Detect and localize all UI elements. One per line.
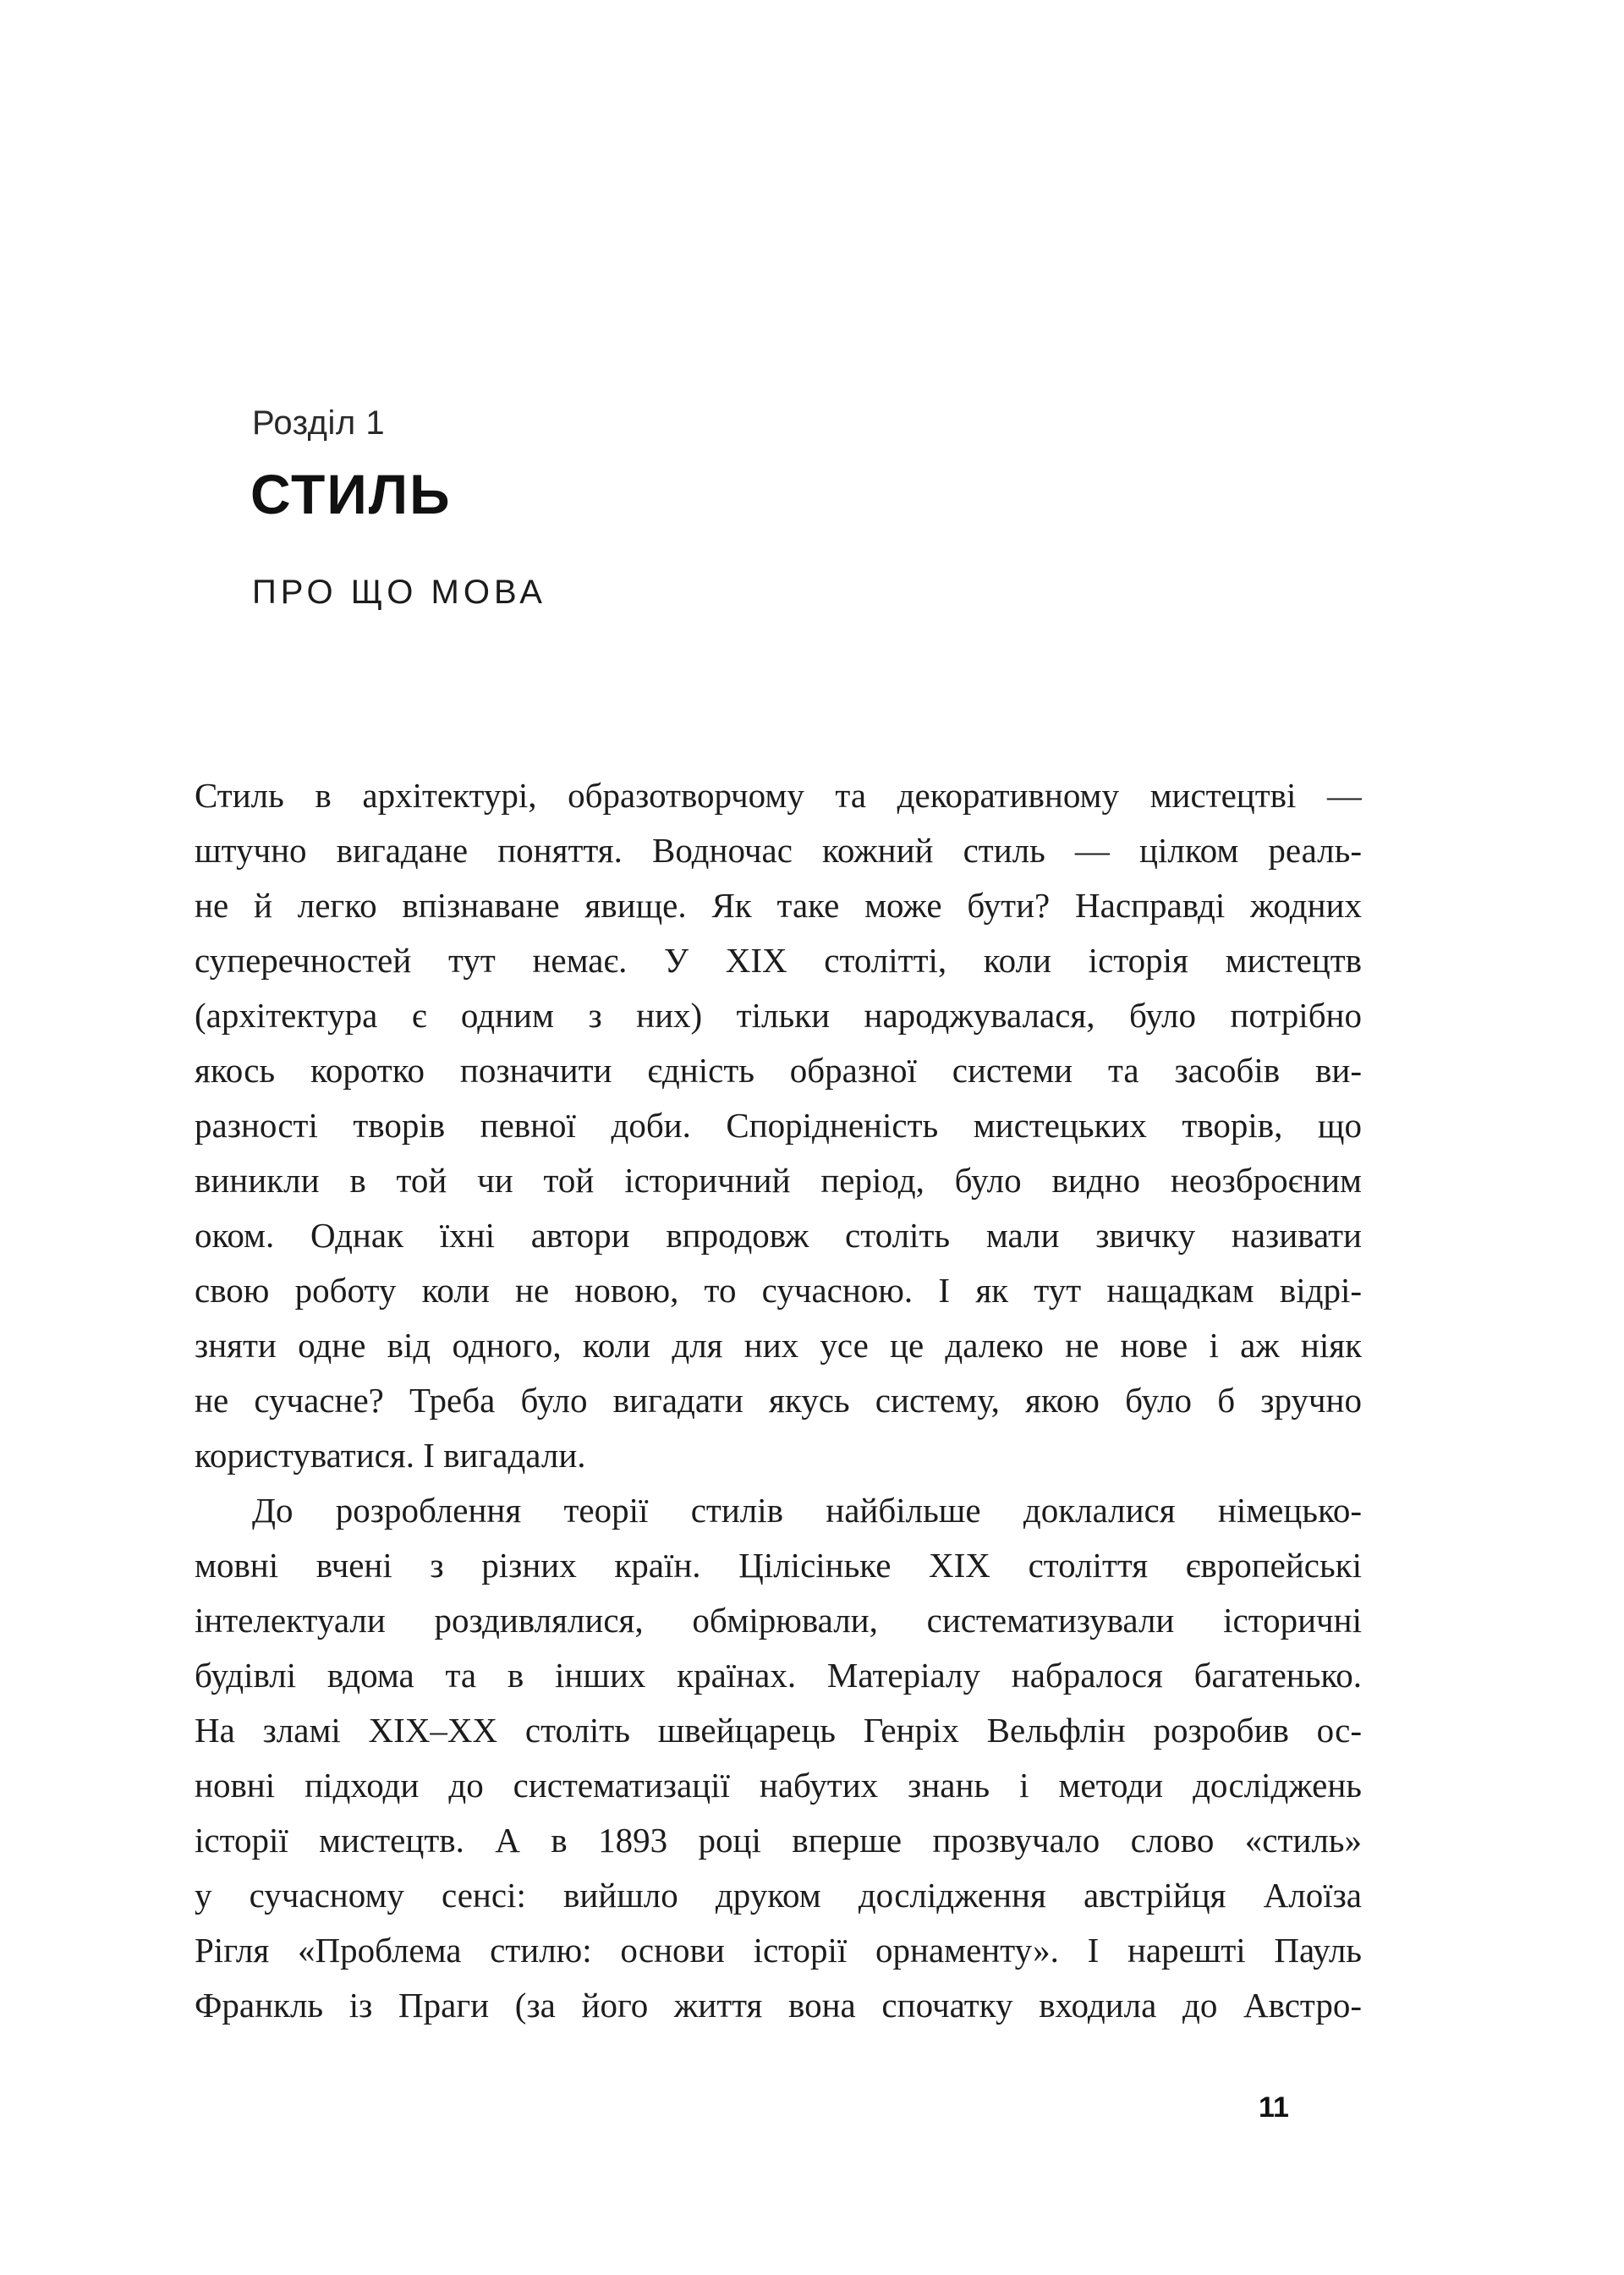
text-line: будівлі вдома та в інших країнах. Матеріалу набралося багатенько. bbox=[195, 1656, 1362, 1695]
text-line: свою роботу коли не новою, то сучасною. І як тут нащадкам відрі- bbox=[195, 1271, 1362, 1310]
body-text bbox=[195, 768, 1362, 2033]
chapter-title: СТИЛЬ bbox=[250, 463, 452, 525]
text-line: Франкль із Праги (за його життя вона спочатку входила до Австро- bbox=[195, 1986, 1362, 2025]
paragraph-1 bbox=[195, 768, 1362, 1483]
text-line: користуватися. І вигадали. bbox=[195, 1436, 586, 1475]
chapter-subtitle: ПРО ЩО МОВА bbox=[252, 574, 546, 611]
text-line: (архітектура є одним з них) тільки народжувалася, було потрібно bbox=[195, 996, 1362, 1035]
text-line: зняти одне від одного, коли для них усе це далеко не нове і аж ніяк bbox=[195, 1326, 1362, 1365]
text-line: оком. Однак їхні автори впродовж століть мали звичку називати bbox=[195, 1216, 1362, 1255]
text-line: суперечностей тут немає. У XIX столітті, коли історія мистецтв bbox=[195, 941, 1362, 980]
text-line: разності творів певної доби. Спорідненість мистецьких творів, що bbox=[195, 1106, 1362, 1145]
text-line: історії мистецтв. А в 1893 році вперше прозвучало слово «стиль» bbox=[195, 1821, 1362, 1860]
text-line: штучно вигадане поняття. Водночас кожний стиль — цілком реаль- bbox=[195, 831, 1362, 870]
text-line: мовні вчені з різних країн. Цілісіньке XIX століття європейські bbox=[195, 1546, 1362, 1585]
paragraph-2 bbox=[195, 1483, 1362, 2033]
text-line: До розроблення теорії стилів найбільше доклалися німецько- bbox=[252, 1491, 1362, 1530]
text-line: не й легко впізнаване явище. Як таке може бути? Насправді жодних bbox=[195, 886, 1362, 925]
text-line: Рігля «Проблема стилю: основи історії орнаменту». І нарешті Пауль bbox=[195, 1931, 1362, 1970]
page-number: 11 bbox=[1259, 2091, 1289, 2124]
text-line: якось коротко позначити єдність образної системи та засобів ви- bbox=[195, 1051, 1362, 1090]
text-line: новні підходи до систематизації набутих знань і методи досліджень bbox=[195, 1766, 1362, 1805]
text-line: Стиль в архітектурі, образотворчому та декоративному мистецтві — bbox=[195, 776, 1362, 815]
text-line: На зламі XIX–XX століть швейцарець Генріх Вельфлін розробив ос- bbox=[195, 1711, 1362, 1750]
text-line: не сучасне? Треба було вигадати якусь систему, якою було б зручно bbox=[195, 1381, 1362, 1420]
chapter-label: Розділ 1 bbox=[252, 404, 386, 442]
text-line: інтелектуали роздивлялися, обмірювали, систематизували історичні bbox=[195, 1601, 1362, 1640]
text-line: виникли в той чи той історичний період, було видно неозброєним bbox=[195, 1161, 1362, 1200]
text-line: у сучасному сенсі: вийшло друком дослідження австрійця Алоїза bbox=[195, 1876, 1362, 1915]
